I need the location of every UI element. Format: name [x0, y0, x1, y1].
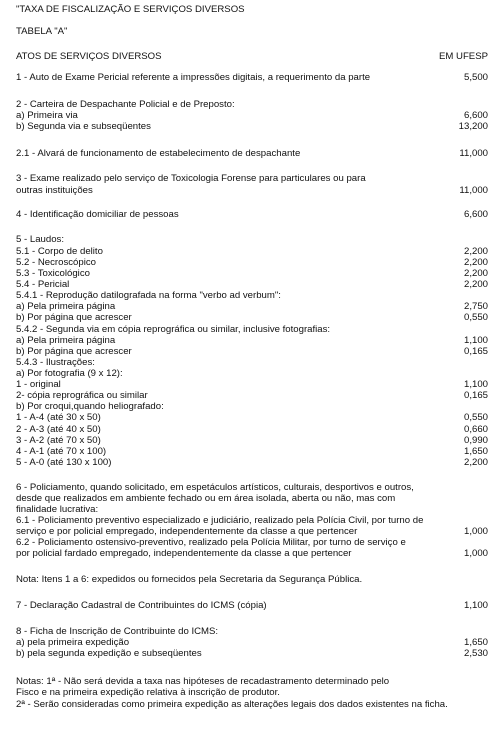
- item-text: serviço e por policial empregado, independentemente da classe a que pertencer: [16, 526, 358, 537]
- item-text: outras instituições: [16, 185, 93, 196]
- item-value: 0,550: [463, 312, 488, 323]
- item-value: 1,000: [463, 526, 488, 537]
- column-header-left: ATOS DE SERVIÇOS DIVERSOS: [16, 51, 162, 62]
- item-text: b) Por página que acrescer: [16, 312, 132, 323]
- item-text: 7 - Declaração Cadastral de Contribuintes do ICMS (cópia): [16, 600, 267, 611]
- item-value: 0,165: [463, 390, 488, 401]
- item-text: Fisco e na primeira expedição relativa à inscrição de produtor.: [16, 687, 280, 698]
- item-text: 2 - Carteira de Despachante Policial e de Preposto:: [16, 99, 235, 110]
- item-value: 2,200: [463, 279, 488, 290]
- item-value: 1,100: [463, 335, 488, 346]
- item-value: 1,650: [463, 637, 488, 648]
- item-text: a) pela primeira expedição: [16, 637, 130, 648]
- item-value: 6,600: [463, 209, 488, 220]
- item-value: 6,600: [463, 110, 488, 121]
- item-value: 2,200: [463, 257, 488, 268]
- item-value: 2,750: [463, 301, 488, 312]
- item-text: 5 - A-0 (até 130 x 100): [16, 457, 112, 468]
- item-value: 11,000: [459, 185, 488, 196]
- item-text: finalidade lucrativa:: [16, 504, 99, 515]
- item-value: 5,500: [463, 72, 488, 83]
- item-value: 0,550: [463, 412, 488, 423]
- item-text: b) pela segunda expedição e subseqüentes: [16, 648, 202, 659]
- item-text: 4 - A-1 (até 70 x 100): [16, 446, 107, 457]
- item-value: 0,165: [463, 346, 488, 357]
- item-text: a) Pela primeira página: [16, 335, 116, 346]
- item-text: b) Por página que acrescer: [16, 346, 132, 357]
- item-text: desde que realizados em ambiente fechado ou em área isolada, aberta ou não, mas com: [16, 493, 396, 504]
- item-text: 4 - Identificação domiciliar de pessoas: [16, 209, 179, 220]
- item-text: 6.2 - Policiamento ostensivo-preventivo, realizado pela Polícia Militar, por turno de serviço e: [16, 537, 406, 548]
- item-text: 3 - A-2 (até 70 x 50): [16, 435, 101, 446]
- item-value: 1,100: [463, 379, 488, 390]
- item-text: 1 - Auto de Exame Pericial referente a impressões digitais, a requerimento da parte: [16, 72, 371, 83]
- item-text: 1 - A-4 (até 30 x 50): [16, 412, 101, 423]
- item-value: 2,200: [463, 246, 488, 257]
- item-text: b) Por croqui,quando heliografado:: [16, 401, 164, 412]
- item-text: Notas: 1ª - Não será devida a taxa nas hipóteses de recadastramento determinado pelo: [16, 676, 390, 687]
- item-value: 2,200: [463, 268, 488, 279]
- item-text: 2- cópia reprográfica ou similar: [16, 390, 148, 401]
- item-text: 6.1 - Policiamento preventivo especializado e judiciário, realizado pela Polícia Civil, por turno de: [16, 515, 424, 526]
- item-value: 1,100: [463, 600, 488, 611]
- item-value: 0,990: [463, 435, 488, 446]
- table-label: TABELA "A": [16, 26, 68, 37]
- item-text: 2 - A-3 (até 40 x 50): [16, 424, 101, 435]
- item-value: 11,000: [459, 148, 488, 159]
- item-text: 2ª - Serão consideradas como primeira expedição as alterações legais dos dados existentes na ficha.: [16, 699, 448, 710]
- item-text: 5.2 - Necroscópico: [16, 257, 96, 268]
- item-value: 0,660: [463, 424, 488, 435]
- item-text: 8 - Ficha de Inscrição de Contribuinte do ICMS:: [16, 626, 219, 637]
- item-value: 1,650: [463, 446, 488, 457]
- item-text: a) Primeira via: [16, 110, 78, 121]
- item-text: b) Segunda via e subseqüentes: [16, 121, 151, 132]
- item-text: 5.4.3 - Ilustrações:: [16, 357, 95, 368]
- item-text: 5.3 - Toxicológico: [16, 268, 90, 279]
- item-text: a) Pela primeira página: [16, 301, 116, 312]
- item-text: 5.4.1 - Reprodução datilografada na forma "verbo ad verbum":: [16, 290, 281, 301]
- item-text: Nota: Itens 1 a 6: expedidos ou fornecidos pela Secretaria da Segurança Pública.: [16, 574, 363, 585]
- item-text: 5.4 - Pericial: [16, 279, 70, 290]
- document-title: "TAXA DE FISCALIZAÇÃO E SERVIÇOS DIVERSOS: [16, 4, 245, 15]
- item-text: 2.1 - Alvará de funcionamento de estabelecimento de despachante: [16, 148, 301, 159]
- item-text: 5.1 - Corpo de delito: [16, 246, 103, 257]
- item-text: a) Por fotografia (9 x 12):: [16, 368, 123, 379]
- item-text: 1 - original: [16, 379, 61, 390]
- column-header-right: EM UFESP: [438, 51, 488, 62]
- item-text: 5 - Laudos:: [16, 234, 65, 245]
- item-text: por policial fardado empregado, independentemente da classe a que pertencer: [16, 548, 352, 559]
- item-value: 13,200: [458, 121, 488, 132]
- item-text: 6 - Policiamento, quando solicitado, em espetáculos artísticos, culturais, desportivos e outros,: [16, 482, 414, 493]
- item-text: 5.4.2 - Segunda via em cópia reprográfica ou similar, inclusive fotografias:: [16, 324, 331, 335]
- item-value: 2,530: [463, 648, 488, 659]
- item-text: 3 - Exame realizado pelo serviço de Toxicologia Forense para particulares ou para: [16, 173, 366, 184]
- item-value: 2,200: [463, 457, 488, 468]
- item-value: 1,000: [463, 548, 488, 559]
